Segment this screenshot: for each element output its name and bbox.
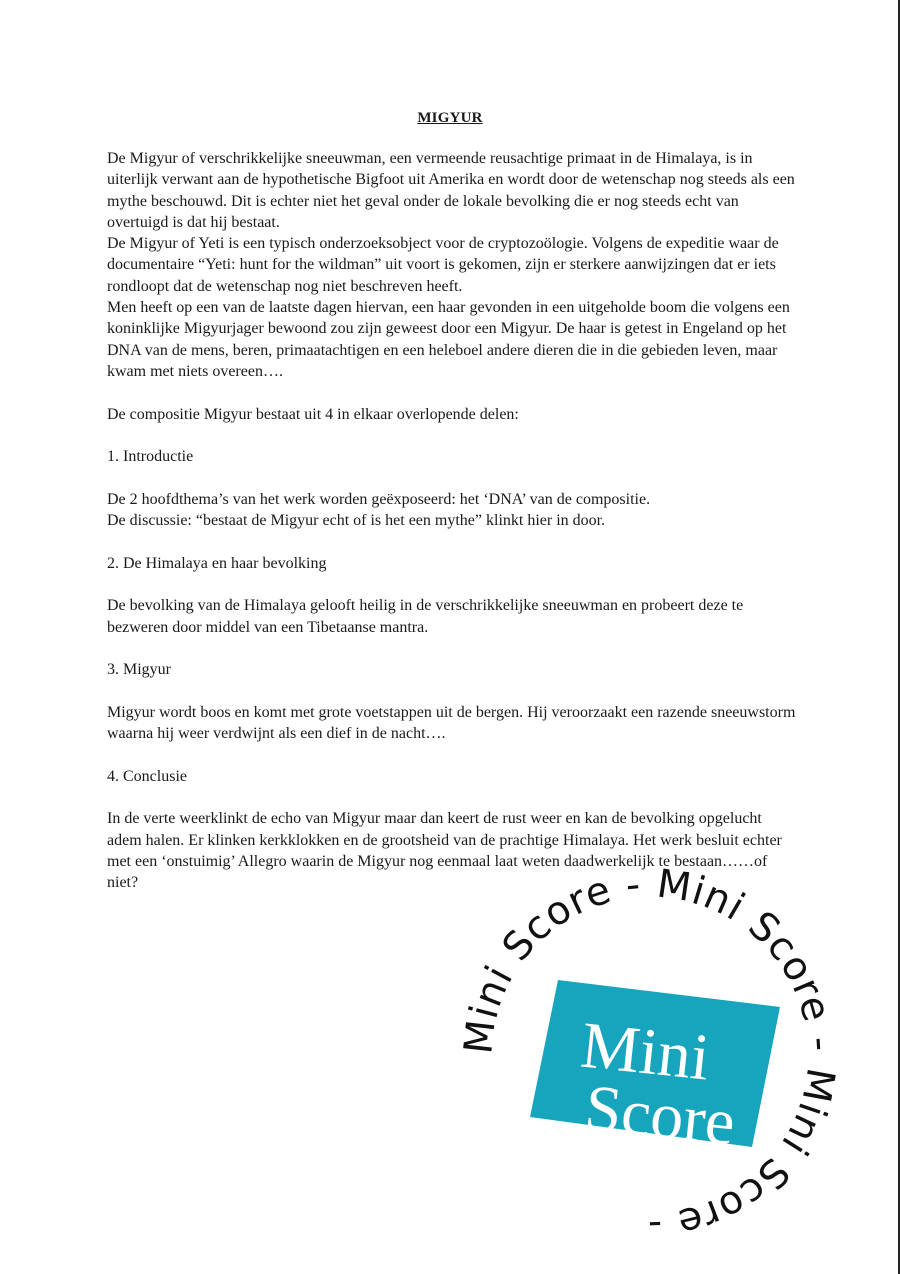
section-1-line-1: De 2 hoofdthema’s van het werk worden geëxposeerd: het ‘DNA’ van de compositie. <box>107 490 651 508</box>
section-1-line-2: De discussie: “bestaat de Migyur echt of is het een mythe” klinkt hier in door. <box>107 512 606 530</box>
section-heading-1: 1. Introductie <box>107 448 194 466</box>
intro-paragraph-3: Men heeft op een van de laatste dagen hiervan, een haar gevonden in een uitgeholde boom die volgens een koninklijke Migyurjager bewoond zou zijn geweest door een Migyur. De haar is getest in Engeland op het DNA van de mens, beren, primaatachtigen en een heleboel andere dieren die in die gebieden leven, maar kwam met niets overeen…. <box>107 299 790 380</box>
section-heading-3: 3. Migyur <box>107 661 171 679</box>
intro-paragraph-2: De Migyur of Yeti is een typisch onderzoeksobject voor de cryptozoölogie. Volgens de expeditie waar de documentaire “Yeti: hunt for the wildman” uit voort is gekomen, zijn er sterkere aanwijzingen dat er iets rondloopt dat de wetenschap nog niet beschreven heeft. <box>107 235 779 295</box>
watermark-label-mini: Mini <box>577 1008 714 1095</box>
intro-paragraph-1: De Migyur of verschrikkelijke sneeuwman, een vermeende reusachtige primaat in de Himalaya, is in uiterlijk verwant aan de hypothetische Bigfoot uit Amerika en wordt door de wetenschap nog steeds als een mythe beschouwd. Dit is echter niet het geval onder de lokale bevolking die er nog steeds echt van overtuigd is dat hij bestaat. <box>107 150 795 231</box>
section-2-text: De bevolking van de Himalaya gelooft heilig in de verschrikkelijke sneeuwman en probeert deze te bezweren door middel van een Tibetaanse mantra. <box>107 597 744 636</box>
watermark-label-score: Score <box>581 1071 739 1160</box>
composition-intro: De compositie Migyur bestaat uit 4 in elkaar overlopende delen: <box>107 405 519 423</box>
section-4-text: In de verte weerklinkt de echo van Migyur maar dan keert de rust weer en kan de bevolking opgelucht adem halen. Er klinken kerkklokken en de grootsheid van de prachtige Himalaya. Het werk besluit echter met een ‘onstuimig’ Allegro waarin de Migyur nog eenmaal laat weten daadwerkelijk te bestaan……of niet? <box>107 810 782 892</box>
section-heading-2: 2. De Himalaya en haar bevolking <box>107 554 327 572</box>
section-heading-4: 4. Conclusie <box>107 767 187 785</box>
mini-score-watermark <box>440 855 860 1255</box>
page-title: MIGYUR <box>417 110 483 126</box>
section-3-text: Migyur wordt boos en komt met grote voetstappen uit de bergen. Hij veroorzaakt een razende sneeuwstorm waarna hij weer verdwijnt als een dief in de nacht…. <box>107 703 796 743</box>
watermark-ring-text: Mini Score - Mini Score - Mini Score - <box>456 861 844 1249</box>
document-body <box>107 148 797 893</box>
